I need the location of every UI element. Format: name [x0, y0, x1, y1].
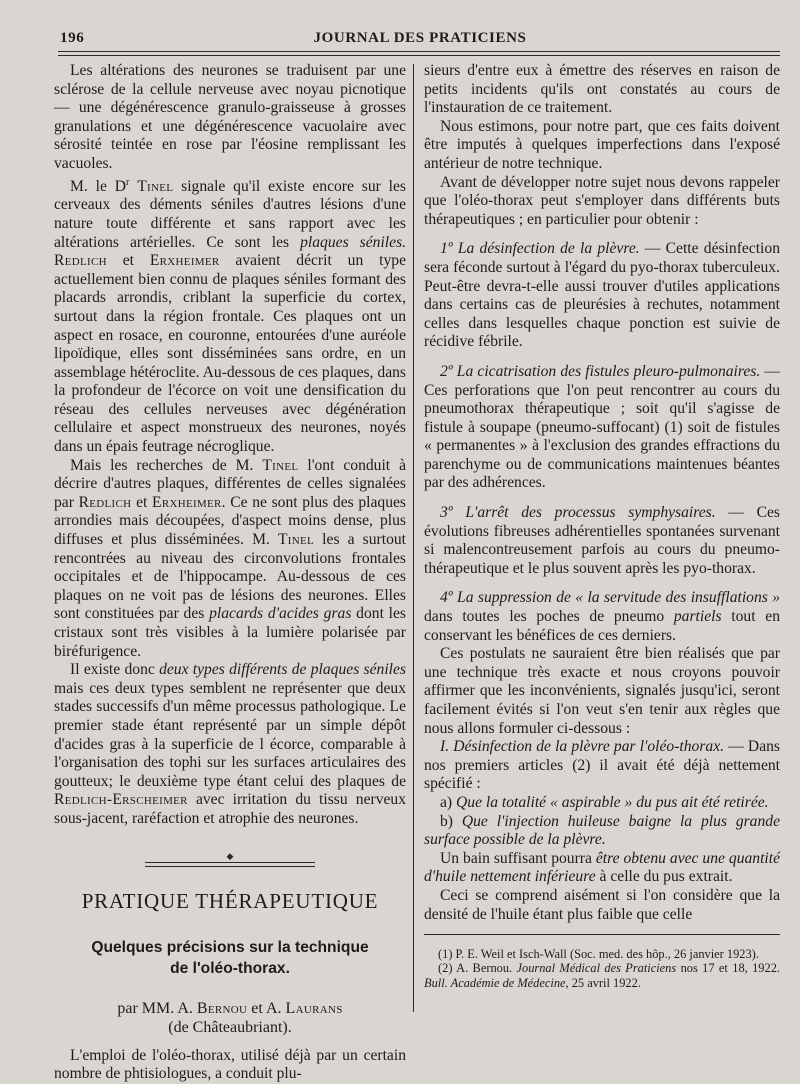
text-run: avec irritation du tissu nerveux sous-jacent, raréfaction et atrophie des neurones. — [54, 791, 406, 827]
paragraph-intro: L'emploi de l'oléo-thorax, utilisé déjà par un certain nombre de phtisiologues, a conduit plu- — [54, 1046, 406, 1083]
section-title: PRATIQUE THÉRAPEUTIQUE — [81, 888, 379, 913]
text-run: dans toutes les poches de pneumo — [424, 608, 674, 626]
text-run: et — [106, 252, 150, 270]
text-run: avaient décrit un type actuellement bien connu de plaques séniles formant des placards arrondis, criblant la superficie du cortex, surtout dans la région frontale. Ces plaques ont un aspect en rosace, en couronne, entourées d'une auréole lipoïdique, elles sont disséminées sans ordre, en un assemblage hétéroclite. Au-dessous de ces plaques, dans la profondeur de l'écorce on voit une densification du réseau des cellules nerveuses avec dégénération cellulaire et aspect monstrueux des neurones, noyés dans un épais feutrage nécroglique. — [54, 252, 406, 456]
section-ornament: ◆ — [145, 853, 315, 867]
header-rule — [58, 51, 780, 52]
paragraph-bain — [424, 850, 780, 887]
italic-term: être obtenu avec une quantité d'huile nettement inférieure — [424, 849, 780, 886]
text-run: tout en conservant les bénéfices de ces derniers. — [424, 608, 780, 644]
author-name: Bernou — [196, 999, 248, 1017]
left-column — [54, 62, 406, 1084]
paragraph-recherches — [54, 457, 406, 662]
text-run: Mais les recherches de M. — [70, 456, 263, 474]
italic-term: Journal Médical des Praticiens — [516, 961, 677, 976]
column-divider — [413, 64, 414, 1012]
italic-term: partiels — [673, 608, 722, 626]
text-run: et — [131, 493, 152, 511]
superscript: r — [126, 176, 130, 188]
text-run: (2) A. Bernou. — [438, 961, 517, 976]
text-run: Il existe donc — [70, 661, 160, 679]
text-run: signale qu'il existe encore sur les cerveaux des déments séniles d'autres lésions d'une nature toute différente et sans rapport avec les altérations artérielles. Ce sont les — [54, 177, 406, 251]
text-run: dont les cristaux sont très visibles à la lumière polarisée par biréfurigence. — [54, 605, 407, 660]
text-run: Un bain suffisant pourra — [440, 849, 596, 867]
article-title-line: Quelques précisions sur la technique — [91, 938, 369, 956]
text-run: M. le D — [70, 177, 126, 195]
right-column — [424, 62, 780, 924]
italic-heading: 3º L'arrêt des processus symphysaires. — [440, 504, 716, 522]
paragraph-estimons: Nous estimons, pour notre part, que ces faits doivent être imputés à quelques imperfections dans l'exposé antérieur de notre technique. — [424, 117, 780, 172]
author-name: Erxheimer — [152, 493, 222, 511]
page-number: 196 — [60, 30, 85, 46]
paragraph-continuation: sieurs d'entre eux à émettre des réserves en raison de petits incidents qu'ils ont constatés au cours de l'instauration de ce traitement. — [424, 62, 780, 117]
author-name: Tinel — [277, 531, 315, 549]
text-run: , 25 avril 1922. — [565, 975, 641, 990]
text-run: nos 17 et 18, 1922. — [676, 961, 780, 976]
italic-term: placards d'acides gras — [209, 605, 352, 623]
text-run: — Ces évolutions fibreuses adhérentielles spontanées survenant si malencontreusement parfois au cours du pneumo-thérapeutique et le plus souvent après les pyo-thorax. — [424, 504, 780, 577]
text-run: — Cette désinfection sera féconde surtout à l'égard du pyo-thorax tuberculeux. Peut-être devra-t-elle aussi trouver d'utiles applications dans certains cas de pleurésies à rechutes, notamment celles dans lesquelles chaque ponction est suivie de récidive fébrile. — [424, 240, 780, 351]
text-run: l'ont conduit à décrire d'autres plaques, différentes de celles signalées par — [54, 456, 406, 511]
italic-heading: I. Désinfection de la plèvre par l'oléo-thorax. — [440, 738, 725, 756]
paragraph-section-i — [424, 738, 780, 794]
italic-heading: 2º La cicatrisation des fistules pleuro-pulmonaires. — [440, 362, 761, 380]
author-name: Tinel — [262, 456, 299, 474]
text-run: . Ce ne sont plus des plaques arrondies mais découpées, d'aspect moins dense, plus diffuses et plus disséminées. M. — [54, 493, 406, 549]
footnote-2 — [424, 961, 780, 990]
paragraph-neurones: Les altérations des neurones se traduisent par une sclérose de la cellule nerveuse avec noyau picnotique — une dégénérescence granulo-graisseuse à grosses granulations et une dégénérescence vacuolaire avec sérosité teintée en rose par l'éosine remplissant les vacuoles. — [54, 62, 406, 172]
italic-term: deux types différents de plaques séniles — [159, 661, 406, 679]
paragraph-desinfection — [424, 240, 780, 352]
italic-heading: 1º La désinfection de la plèvre. — [440, 240, 640, 258]
list-item-b — [424, 813, 780, 850]
italic-term: Bull. Académie de Médecine — [424, 975, 566, 990]
byline-authors — [54, 999, 406, 1018]
byline-location: (de Châteaubriant). — [168, 1018, 292, 1036]
author-name: Redlich — [78, 493, 132, 511]
text-run: et A. — [247, 999, 286, 1017]
author-name: Redlich-Erscheimer — [54, 791, 188, 809]
text-run: — Dans nos premiers articles (2) il avait été déjà nettement spécifié : — [424, 738, 780, 793]
italic-term: Que la totalité « aspirable » du pus ait été retirée. — [456, 793, 769, 811]
italic-term: plaques séniles. — [300, 233, 407, 251]
paragraph-cicatrisation — [424, 363, 780, 493]
header-rule-thin — [58, 55, 780, 56]
paragraph-tinel-plaques — [54, 174, 406, 457]
text-run: — Ces perforations que l'on peut rencontrer au cours du pneumothorax thérapeutique ; soit qu'il s'agisse de fistule à soupape (pneumo-suffocant) (1) soit de fistules « permanentes » à l'exclusion des grandes effractions du parenchyme ou de communications maintenues béantes par des adhérences. — [424, 362, 780, 492]
footnotes — [424, 934, 780, 990]
text-run: les a surtout rencontrées au niveau des circonvolutions frontales occipitales et de l'hippocampe. Au-dessous de ces plaques on ne voit pas de lésions des neurones. Elles sont constituées par des — [54, 531, 406, 623]
paragraph-deux-types — [54, 661, 406, 828]
list-marker: b) — [440, 812, 462, 830]
paragraph-ceci: Ceci se comprend aisément si l'on considère que la densité de l'huile étant plus faible que celle — [424, 886, 780, 923]
author-name: Laurans — [285, 999, 343, 1017]
italic-term: Que l'injection huileuse baigne la plus grande surface possible de la plèvre. — [424, 812, 780, 849]
page-header — [60, 26, 780, 50]
byline — [54, 999, 406, 1037]
list-item-a — [424, 794, 780, 813]
paragraph-avant: Avant de développer notre sujet nous devons rappeler que l'oléo-thorax peut s'employer dans différents buts thérapeutiques ; en particulier pour obtenir : — [424, 173, 780, 228]
author-name: Redlich — [54, 252, 107, 270]
text-run: à celle du pus extrait. — [595, 868, 733, 886]
author-name: Tinel — [137, 177, 174, 195]
paragraph-postulats: Ces postulats ne sauraient être bien réalisés que par une technique très exacte et nous croyons pouvoir affirmer que les inconvénients, signalés jusqu'ici, seront facilement évités si l'on veut s'en tenir aux règles que nous allons formuler ci-dessous : — [424, 645, 780, 737]
author-name: Erxheimer — [149, 252, 220, 270]
footnote-1: (1) P. E. Weil et Isch-Wall (Soc. med. des hôp., 26 janvier 1923). — [438, 947, 759, 961]
italic-heading: 4º La suppression de « la servitude des insufflations » — [440, 589, 780, 607]
paragraph-arret — [424, 504, 780, 578]
footnote-rule — [424, 934, 780, 935]
text-run: mais ces deux types semblent ne représenter que deux stades successifs d'un même processus pathologique. Le premier stade étant représenté par un simple dépôt d'acides gras à la superficie de l écorce, comparable à l'organisation des tophi sur les surfaces articulaires des goutteux; le deuxième type étant celui des plaques de — [54, 679, 406, 790]
article-title-line: de l'oléo-thorax. — [170, 959, 290, 977]
article-title — [54, 937, 406, 979]
paragraph-suppression — [424, 589, 780, 645]
journal-title: JOURNAL DES PRATICIENS — [313, 30, 527, 46]
list-marker: a) — [440, 793, 457, 811]
text-run: par MM. A. — [117, 999, 197, 1017]
